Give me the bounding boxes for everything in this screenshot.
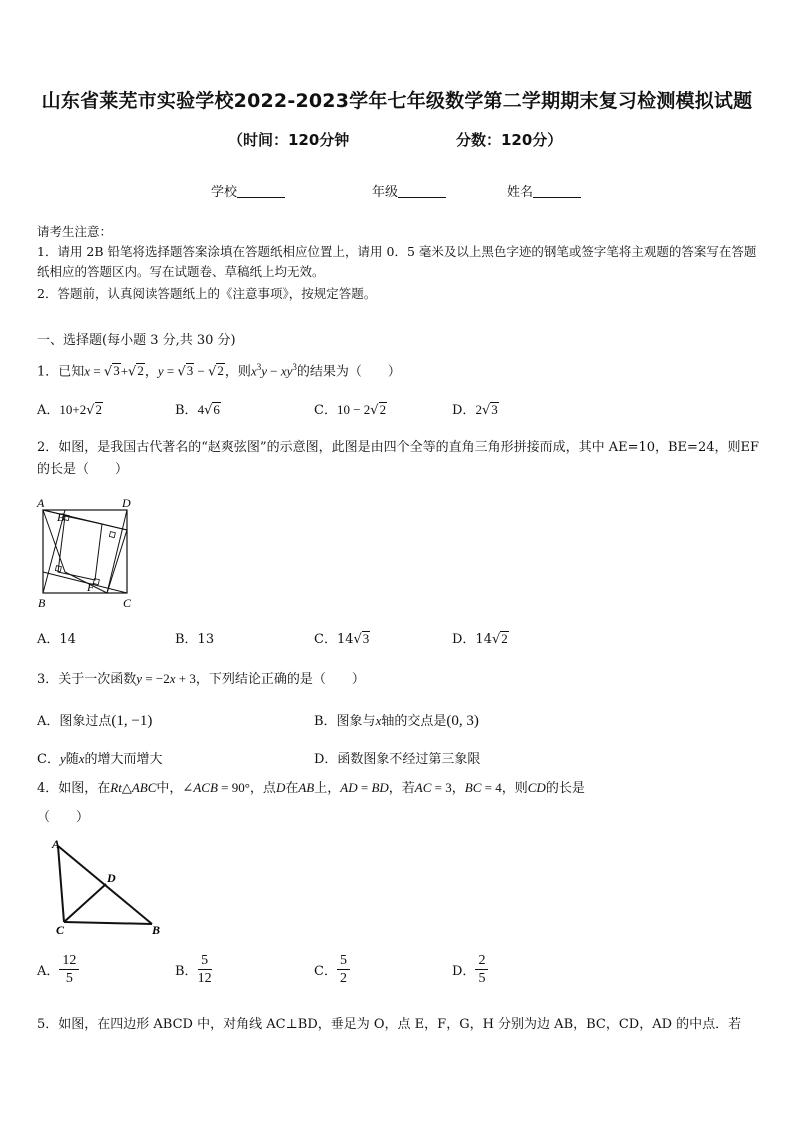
name-label: 姓名 [507,185,534,200]
q3-option-a[interactable]: A．图象过点(1, −1) [37,713,153,729]
label-d: D [122,496,131,510]
q3-option-b[interactable]: B．图象与x轴的交点是(0, 3) [314,713,479,729]
q1-lead: 1．已知 [37,364,85,380]
notice-heading: 请考生注意： [37,224,113,239]
notice-item-1: 1．请用 2B 铅笔将选择题答案涂填在答题纸相应位置上，请用 0．5 毫米及以上黑色字迹的钢笔或签字笔将主观题的答案写在答题纸相应的答题区内。写在试题卷、草稿纸上均无效。 [37,244,757,279]
q2-option-c[interactable]: C．14√3 [314,631,370,647]
label-f: F [87,580,95,594]
page-title: 山东省莱芜市实验学校2022-2023学年七年级数学第二学期期末复习检测模拟试题 [41,90,753,112]
inner-tilted [43,510,127,593]
q2-option-d[interactable]: D．14√2 [452,631,508,647]
q4-option-a[interactable]: A． $\frac{12}{5}$ [37,952,79,987]
q1-tail: 的结果为（ ） [296,364,401,380]
name-blank [533,185,581,198]
q1-option-b[interactable]: B．4√6 [175,402,220,418]
q3-option-c[interactable]: C．y随x的增大而增大 [37,751,163,767]
q1-sep2: ，则 [224,364,251,380]
exam-time: （时间：120分钟 [228,131,350,149]
label-d: D [107,871,116,885]
q2-option-a[interactable]: A．14 [37,632,76,647]
school-field [211,181,285,200]
q1-option-a[interactable]: A．10+2√2 [37,402,103,418]
exam-score: 分数：120分） [456,131,563,149]
q3-option-d[interactable]: D．函数图象不经过第三象限 [314,752,481,767]
zhao-shuang-diagram [34,494,140,612]
q1-sep1: ， [144,364,158,380]
question-2: 2．如图，是我国古代著名的“赵爽弦图”的示意图，此图是由四个全等的直角三角形拼接而成，其中 AE=10，BE=24，则EF 的长是（ ） [37,440,759,477]
q1-option-d[interactable]: D．2√3 [452,402,498,418]
grade-field [372,181,446,200]
label-e: E [57,510,65,524]
grade-blank [398,185,446,198]
question-1: 1．已知x = √3+√2，y = √3 − √2，则$x^3y - xy^3$的结果为（ ） [37,362,401,380]
label-a: A [37,496,45,510]
q4-option-b[interactable]: B． $\frac{5}{12}$ [175,953,212,986]
q4-option-c[interactable]: C． $\frac{5}{2}$ [314,952,350,987]
q4-paren: （ ） [37,810,90,825]
notice-item-2: 2．答题前，认真阅读答题纸上的《注意事项》，按规定答题。 [37,286,377,301]
label-b: B [152,923,161,937]
grade-label: 年级 [372,185,399,200]
q1-option-c[interactable]: C．10 − 2√2 [314,402,387,418]
outer-square [43,510,127,593]
name-field [507,181,581,200]
school-blank [237,185,285,198]
section-heading: 一、选择题(每小题 3 分,共 30 分) [37,333,236,348]
label-c: C [56,923,65,937]
question-4: 4．如图，在Rt△ABC中，∠ACB = 90°，点D在AB上，AD = BD，若AC = 3，BC = 4，则CD的长是 [37,780,585,796]
question-5: 5．如图，在四边形 ABCD 中，对角线 AC⊥BD，垂足为 O，点 E，F，G，H 分别为边 AB，BC，CD，AD 的中点．若 [37,1017,742,1032]
label-c: C [123,596,132,610]
question-3: 3．关于一次函数y = −2x + 3，下列结论正确的是（ ） [37,671,365,687]
q2-option-b[interactable]: B．13 [175,632,215,647]
right-triangle-diagram [48,838,168,938]
label-a: A [52,838,61,851]
q4-option-d[interactable]: D． $\frac{2}{5}$ [452,952,488,987]
school-label: 学校 [211,185,238,200]
label-b: B [38,596,46,610]
